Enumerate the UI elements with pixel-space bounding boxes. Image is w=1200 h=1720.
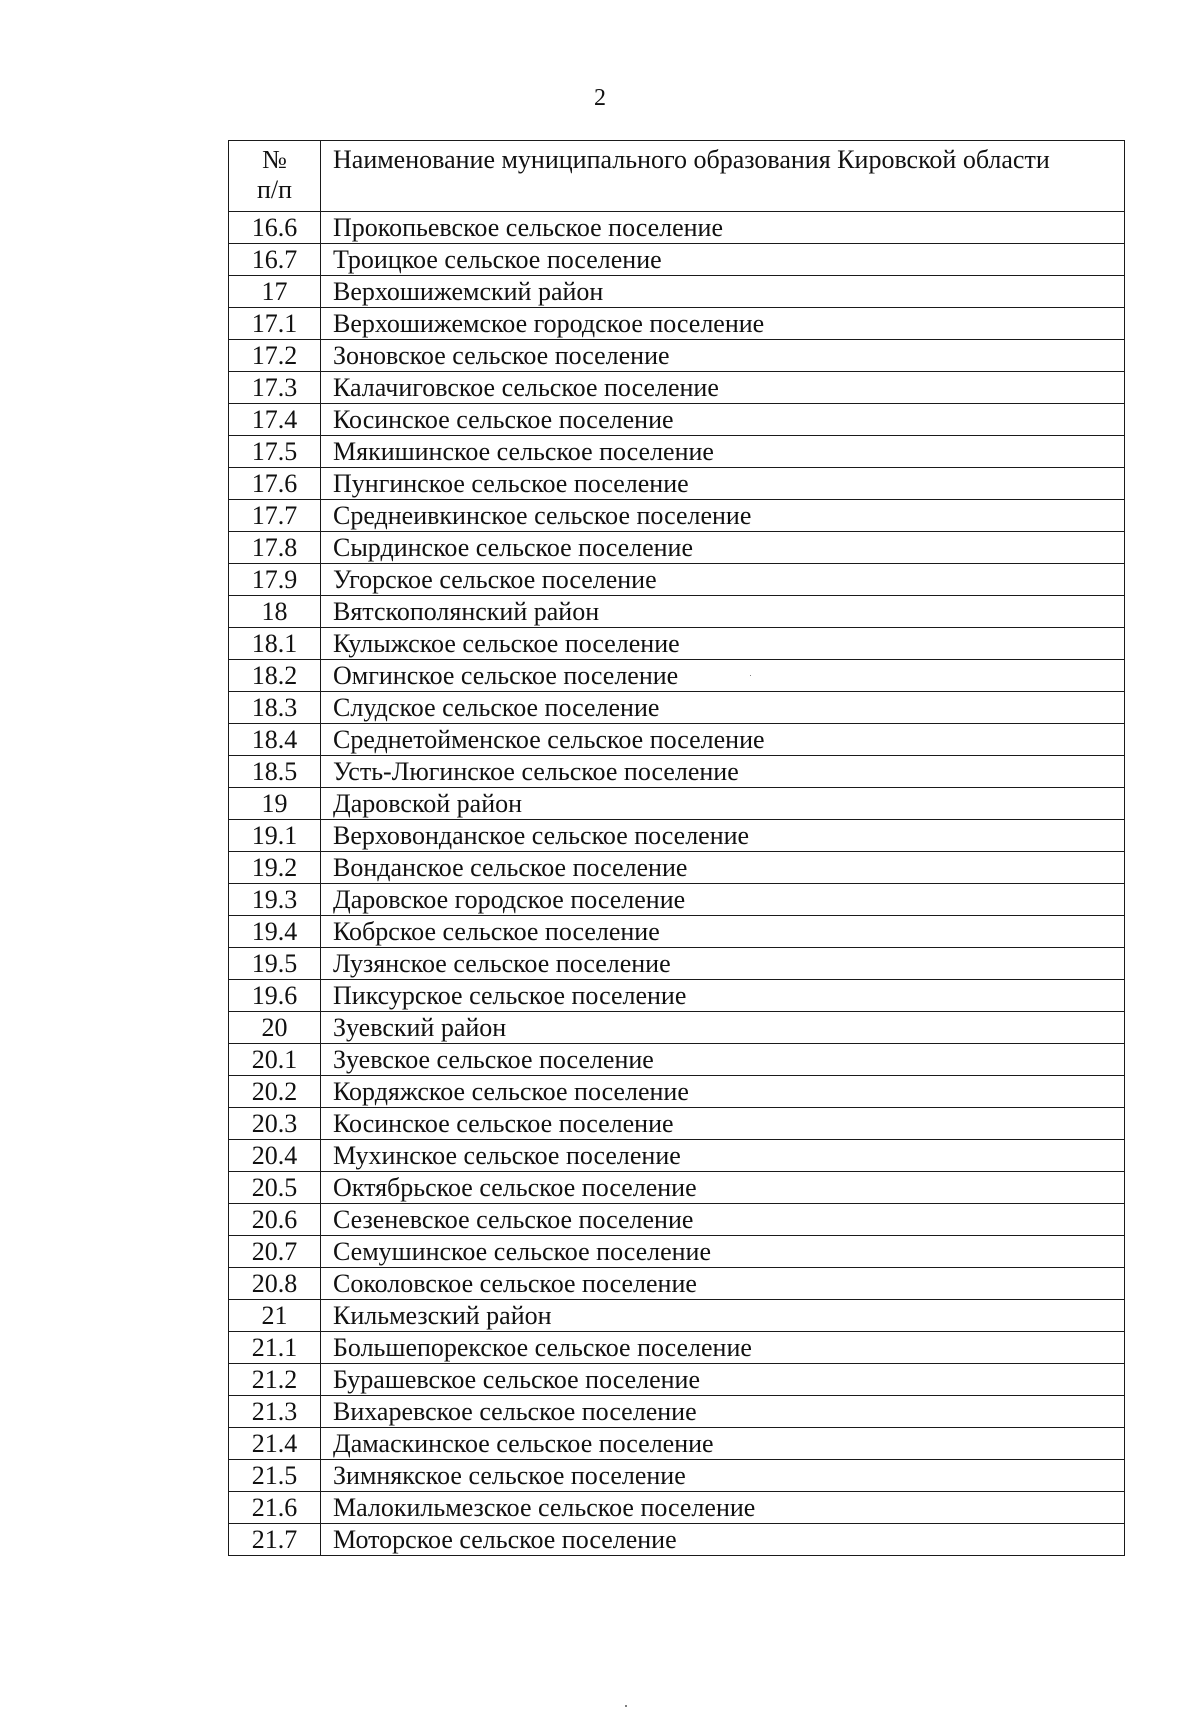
- row-number: 21.4: [229, 1428, 321, 1460]
- row-municipality-name: Вонданское сельское поселение: [321, 852, 1125, 884]
- row-number: 21.7: [229, 1524, 321, 1556]
- row-municipality-name: Зуевский район: [321, 1012, 1125, 1044]
- row-number: 18.3: [229, 692, 321, 724]
- row-number: 17.9: [229, 564, 321, 596]
- table-row: [229, 596, 1125, 628]
- scan-speck: [625, 1705, 627, 1707]
- row-municipality-name: Семушинское сельское поселение: [321, 1236, 1125, 1268]
- municipalities-table: [228, 140, 1125, 1556]
- page-number: 2: [594, 85, 606, 111]
- table-row: [229, 1332, 1125, 1364]
- table-row: [229, 980, 1125, 1012]
- row-number: 19: [229, 788, 321, 820]
- row-number: 21.3: [229, 1396, 321, 1428]
- row-number: 20.7: [229, 1236, 321, 1268]
- table-row: [229, 308, 1125, 340]
- row-number: 17.7: [229, 500, 321, 532]
- table-row: [229, 1268, 1125, 1300]
- row-municipality-name: Пунгинское сельское поселение: [321, 468, 1125, 500]
- row-number: 20.6: [229, 1204, 321, 1236]
- row-number: 21.1: [229, 1332, 321, 1364]
- row-number: 21.2: [229, 1364, 321, 1396]
- row-number: 20: [229, 1012, 321, 1044]
- row-municipality-name: Мухинское сельское поселение: [321, 1140, 1125, 1172]
- table-row: [229, 276, 1125, 308]
- row-number: 17.6: [229, 468, 321, 500]
- row-municipality-name: Косинское сельское поселение: [321, 1108, 1125, 1140]
- row-municipality-name: Зимнякское сельское поселение: [321, 1460, 1125, 1492]
- table-row: [229, 1428, 1125, 1460]
- table-row: [229, 244, 1125, 276]
- table-row: [229, 1044, 1125, 1076]
- table-row: [229, 1076, 1125, 1108]
- table-row: [229, 1492, 1125, 1524]
- table-row: [229, 1236, 1125, 1268]
- table-row: [229, 532, 1125, 564]
- row-municipality-name: Среднеивкинское сельское поселение: [321, 500, 1125, 532]
- row-number: 19.1: [229, 820, 321, 852]
- row-number: 20.4: [229, 1140, 321, 1172]
- table-row: [229, 468, 1125, 500]
- row-number: 19.4: [229, 916, 321, 948]
- table-row: [229, 1012, 1125, 1044]
- row-municipality-name: Бурашевское сельское поселение: [321, 1364, 1125, 1396]
- table-row: [229, 628, 1125, 660]
- table-row: [229, 916, 1125, 948]
- row-number: 18.2: [229, 660, 321, 692]
- row-municipality-name: Лузянское сельское поселение: [321, 948, 1125, 980]
- row-number: 18.1: [229, 628, 321, 660]
- row-municipality-name: Вятскополянский район: [321, 596, 1125, 628]
- row-number: 20.5: [229, 1172, 321, 1204]
- row-municipality-name: Большепорекское сельское поселение: [321, 1332, 1125, 1364]
- row-number: 18.5: [229, 756, 321, 788]
- row-municipality-name: Кильмезский район: [321, 1300, 1125, 1332]
- row-municipality-name: Омгинское сельское поселение: [321, 660, 1125, 692]
- row-municipality-name: Пиксурское сельское поселение: [321, 980, 1125, 1012]
- row-number: 19.5: [229, 948, 321, 980]
- row-municipality-name: Вихаревское сельское поселение: [321, 1396, 1125, 1428]
- table-row: [229, 1364, 1125, 1396]
- row-municipality-name: Зоновское сельское поселение: [321, 340, 1125, 372]
- row-municipality-name: Прокопьевское сельское поселение: [321, 212, 1125, 244]
- row-number: 17.3: [229, 372, 321, 404]
- row-municipality-name: Соколовское сельское поселение: [321, 1268, 1125, 1300]
- row-municipality-name: Малокильмезское сельское поселение: [321, 1492, 1125, 1524]
- row-number: 18.4: [229, 724, 321, 756]
- table-row: [229, 884, 1125, 916]
- row-municipality-name: Верховонданское сельское поселение: [321, 820, 1125, 852]
- row-number: 20.8: [229, 1268, 321, 1300]
- row-municipality-name: Сезеневское сельское поселение: [321, 1204, 1125, 1236]
- row-municipality-name: Верхошижемский район: [321, 276, 1125, 308]
- row-number: 17.1: [229, 308, 321, 340]
- table-row: [229, 948, 1125, 980]
- row-number: 17.4: [229, 404, 321, 436]
- row-number: 21: [229, 1300, 321, 1332]
- table-row: [229, 500, 1125, 532]
- table-row: [229, 564, 1125, 596]
- row-municipality-name: Даровское городское поселение: [321, 884, 1125, 916]
- table-row: [229, 340, 1125, 372]
- table-row: [229, 1300, 1125, 1332]
- row-municipality-name: Угорское сельское поселение: [321, 564, 1125, 596]
- row-number: 21.6: [229, 1492, 321, 1524]
- row-municipality-name: Верхошижемское городское поселение: [321, 308, 1125, 340]
- row-number: 20.2: [229, 1076, 321, 1108]
- table-row: [229, 852, 1125, 884]
- row-number: 21.5: [229, 1460, 321, 1492]
- row-municipality-name: Слудское сельское поселение: [321, 692, 1125, 724]
- table-row: [229, 1172, 1125, 1204]
- header-name-cell: Наименование муниципального образования Кировской области: [321, 141, 1125, 212]
- row-municipality-name: Троицкое сельское поселение: [321, 244, 1125, 276]
- row-municipality-name: Октябрьское сельское поселение: [321, 1172, 1125, 1204]
- row-number: 20.3: [229, 1108, 321, 1140]
- row-municipality-name: Сырдинское сельское поселение: [321, 532, 1125, 564]
- row-municipality-name: Мякишинское сельское поселение: [321, 436, 1125, 468]
- row-number: 16.7: [229, 244, 321, 276]
- table-row: [229, 212, 1125, 244]
- row-number: 17.5: [229, 436, 321, 468]
- table-body: [229, 212, 1125, 1556]
- row-number: 16.6: [229, 212, 321, 244]
- row-number: 19.2: [229, 852, 321, 884]
- row-number: 20.1: [229, 1044, 321, 1076]
- table-row: [229, 660, 1125, 692]
- header-number-cell: [229, 141, 321, 212]
- row-number: 17: [229, 276, 321, 308]
- row-municipality-name: Зуевское сельское поселение: [321, 1044, 1125, 1076]
- row-municipality-name: Косинское сельское поселение: [321, 404, 1125, 436]
- row-municipality-name: Моторское сельское поселение: [321, 1524, 1125, 1556]
- row-number: 17.8: [229, 532, 321, 564]
- row-municipality-name: Среднетойменское сельское поселение: [321, 724, 1125, 756]
- table-row: [229, 1524, 1125, 1556]
- table-row: [229, 372, 1125, 404]
- table-row: [229, 692, 1125, 724]
- table-header-row: [229, 141, 1125, 212]
- row-number: 17.2: [229, 340, 321, 372]
- table-row: [229, 1460, 1125, 1492]
- table-row: [229, 820, 1125, 852]
- row-municipality-name: Даровской район: [321, 788, 1125, 820]
- row-number: 19.6: [229, 980, 321, 1012]
- header-number-abbrev: п/п: [256, 175, 293, 204]
- header-number-symbol: №: [262, 145, 287, 174]
- row-municipality-name: Кордяжское сельское поселение: [321, 1076, 1125, 1108]
- row-municipality-name: Кулыжское сельское поселение: [321, 628, 1125, 660]
- row-municipality-name: Кобрское сельское поселение: [321, 916, 1125, 948]
- table-row: [229, 788, 1125, 820]
- row-number: 18: [229, 596, 321, 628]
- table-row: [229, 436, 1125, 468]
- table-row: [229, 756, 1125, 788]
- table-row: [229, 724, 1125, 756]
- table-row: [229, 1140, 1125, 1172]
- table-row: [229, 1396, 1125, 1428]
- row-municipality-name: Усть-Люгинское сельское поселение: [321, 756, 1125, 788]
- row-municipality-name: Дамаскинское сельское поселение: [321, 1428, 1125, 1460]
- scan-speck: [750, 675, 751, 676]
- row-municipality-name: Калачиговское сельское поселение: [321, 372, 1125, 404]
- table-row: [229, 404, 1125, 436]
- table-row: [229, 1108, 1125, 1140]
- table-row: [229, 1204, 1125, 1236]
- row-number: 19.3: [229, 884, 321, 916]
